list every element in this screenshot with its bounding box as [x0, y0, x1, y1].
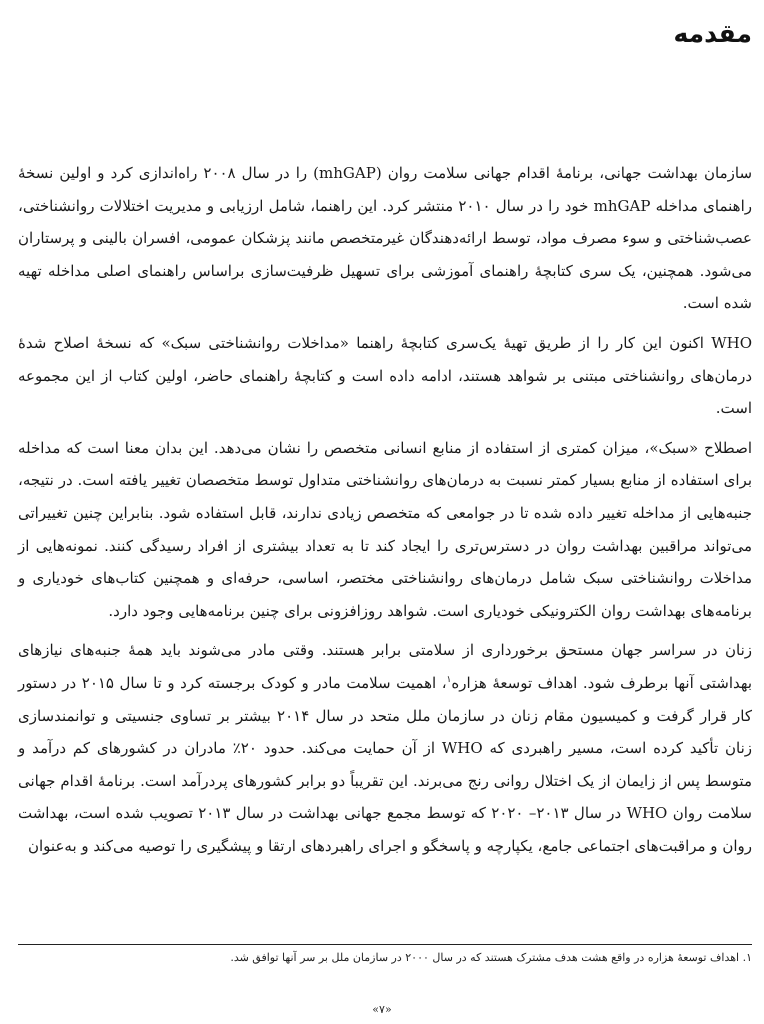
paragraph-mhgap-intro: سازمان بهداشت جهانی، برنامهٔ اقدام جهانی سلامت روان (mhGAP) را در سال ۲۰۰۸ راه‌اندازی کرد و اولین نسخهٔ راهنمای مداخله mhGAP خود را در سال ۲۰۱۰ منتشر کرد. این راهنما، شامل ارزیابی و مدیریت اختلالات روانشناختی، عصب‌شناختی و سوء مصرف مواد، توسط ارائه‌دهندگان غیرمتخصص مانند پزشکان عمومی، افسران بالینی و پرستاران می‌شود. همچنین، یک سری کتابچهٔ راهنمای آموزشی برای تسهیل ظرفیت‌سازی براساس راهنمای اصلی مداخله تهیه شده است.	[18, 164, 753, 313]
footnote-reference: ۱	[446, 674, 452, 685]
paragraph-maternal-health-text-end: ، اهمیت سلامت مادر و کودک برجسته کرد و تا سال ۲۰۱۵ در دستور کار قرار گرفت و کمیسیون مقام زنان در سازمان ملل متحد در سال ۲۰۱۴ بیشتر بر تساوی جنسیتی و توانمندسازی زنان تأکید کرده است، مسیر راهبردی که WHO از آن حمایت می‌کند. حدود ۲۰٪ مادران در کشورهای کم درآمد و متوسط پس از زایمان از یک اختلال روانی رنج می‌برند. این تقریباً دو برابر کشورهای پردرآمد است. برنامهٔ اقدام جهانی سلامت روان WHO در سال ۲۰۱۳– ۲۰۲۰ که توسط مجمع جهانی بهداشت در سال ۲۰۱۳ تصویب شده است، بهداشت روان و مراقبت‌های اجتماعی جامع، یکپارچه و پاسخگو و اجرای راهبردهای ارتقا و پیشگیری را توصیه می‌کند و به‌عنوان	[18, 673, 753, 855]
paragraph-who-series: WHO اکنون این کار را از طریق تهیهٔ یک‌سری کتابچهٔ راهنما «مداخلات روانشناختی سبک» که نسخهٔ اصلاح شدهٔ درمان‌های روانشناختی مبتنی بر شواهد هستند، ادامه داده است و کتابچهٔ راهنمای حاضر، اولین کتاب از این مجموعه است.	[18, 333, 752, 418]
body-text	[18, 157, 752, 869]
page-number: «۷»	[372, 1003, 392, 1016]
footnote: ۱. اهداف توسعهٔ هزاره در واقع هشت هدف مشترک هستند که در سال ۲۰۰۰ در سازمان ملل بر سر آنها توافق شد.	[230, 951, 752, 964]
paragraph-maternal-health-text-start: زنان در سراسر جهان مستحق برخورداری از سلامتی برابر هستند. وقتی مادر می‌شوند باید همهٔ جنبه‌های نیازهای بهداشتی آنها برطرف شود. اهداف توسعهٔ هزاره	[18, 641, 753, 692]
paragraph-low-intensity-definition: اصطلاح «سبک»، میزان کمتری از استفاده از منابع انسانی متخصص را نشان می‌دهد. این بدان معنا است که مداخله برای استفاده از منابع بسیار کمتر نسبت به درمان‌های روانشناختی متداول توسط متخصصان تغییر یافته است. در نتیجه، جنبه‌هایی از مداخله تغییر داده شده تا در جوامعی که متخصص زیادی ندارند، قابل استفاده شود. بنابراین چنین تغییراتی می‌تواند مراقبین بهداشت روان در دسترس‌تری را ایجاد کند تا به تعداد بیشتری از افراد رسیدگی کنند. نمونه‌هایی از مداخلات روانشناختی سبک شامل درمان‌های روانشناختی مختصر، اساسی، حرفه‌ای و همچنین کتاب‌های خودیاری و برنامه‌های بهداشت روان الکترونیکی خودیاری است. شواهد روزافزونی برای چنین برنامه‌هایی وجود دارد.	[18, 438, 752, 620]
footnote-divider	[18, 944, 752, 945]
page-title: مقدمه	[673, 19, 752, 48]
paragraph-maternal-health	[18, 634, 752, 862]
